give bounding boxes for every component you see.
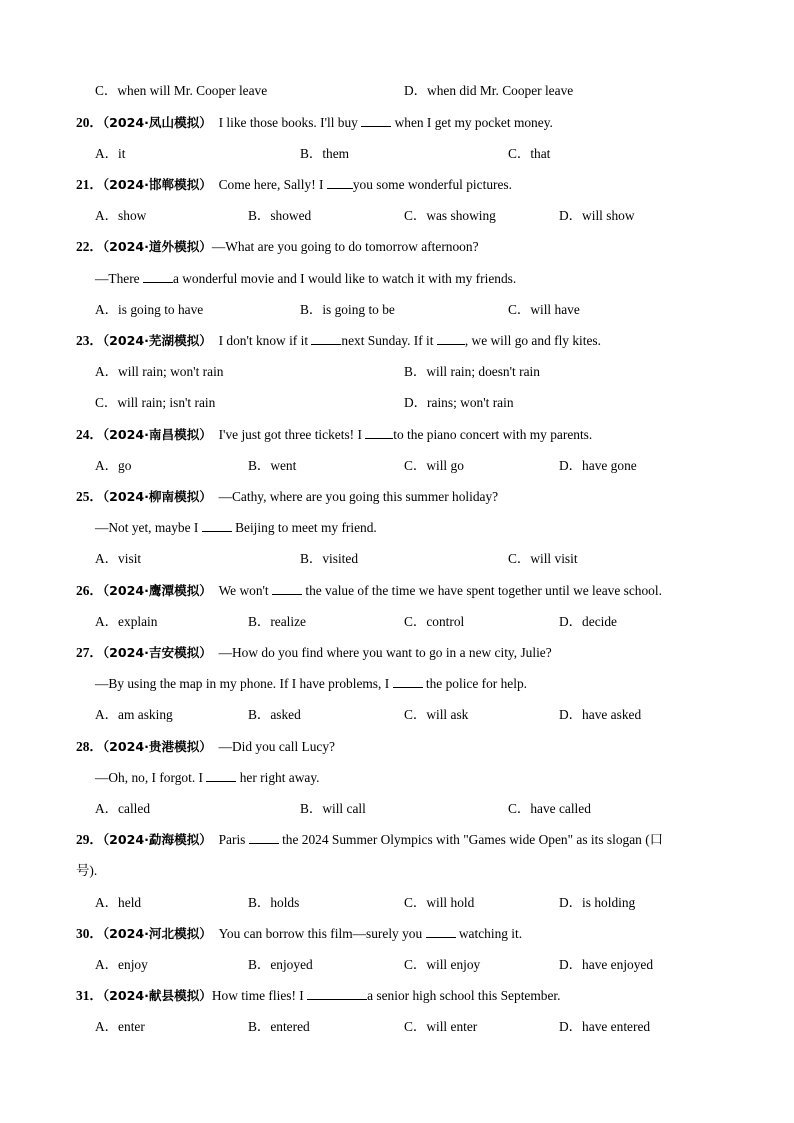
- answer-blank: [307, 987, 367, 1000]
- option-a: A．held: [95, 895, 142, 910]
- question-source: （2024·献县模拟）: [102, 988, 212, 1003]
- option-b: B．entered: [248, 1019, 310, 1034]
- question-source: （2024·吉安模拟）: [102, 645, 212, 660]
- question-number: 27．: [76, 645, 103, 660]
- question-text: watching it.: [455, 926, 523, 941]
- question-text: a wonderful movie and I would like to watch it with my friends.: [172, 271, 517, 286]
- question-24: [76, 426, 592, 444]
- answer-blank: [272, 582, 302, 595]
- question-text: , we will go and fly kites.: [464, 333, 601, 348]
- option-d: D．when did Mr. Cooper leave: [404, 83, 574, 98]
- question-29: [76, 831, 663, 849]
- option-a: A．explain: [95, 614, 158, 629]
- question-source: （2024·柳南模拟）: [102, 489, 212, 504]
- option-c: C．will enter: [404, 1019, 478, 1034]
- answer-blank: [143, 270, 173, 283]
- option-a: A．visit: [95, 551, 142, 566]
- question-source: （2024·邯郸模拟）: [102, 177, 212, 192]
- option-a: A．show: [95, 208, 147, 223]
- question-source: （2024·贵港模拟）: [102, 739, 212, 754]
- answer-blank: [202, 519, 232, 532]
- question-text: when I get my pocket money.: [391, 115, 553, 130]
- option-b: B．realize: [248, 614, 306, 629]
- option-d: D．rains; won't rain: [404, 395, 514, 410]
- question-23: [76, 332, 601, 350]
- question-text: —What are you going to do tomorrow afternoon?: [211, 239, 479, 254]
- option-d: D．have gone: [559, 458, 637, 473]
- question-text: I don't know if it: [218, 333, 312, 348]
- question-source: （2024·芜湖模拟）: [102, 333, 212, 348]
- option-a: A．am asking: [95, 707, 173, 722]
- option-d: D．have asked: [559, 707, 642, 722]
- option-c: C．have called: [508, 801, 591, 816]
- option-b: B．visited: [300, 551, 359, 566]
- answer-blank: [327, 176, 353, 189]
- question-number: 23．: [76, 333, 103, 348]
- option-c: C．control: [404, 614, 465, 629]
- question-source: （2024·河北模拟）: [102, 926, 212, 941]
- question-25: [76, 488, 498, 506]
- option-d: D．decide: [559, 614, 618, 629]
- option-c: C．when will Mr. Cooper leave: [95, 83, 268, 98]
- question-text: next Sunday. If it: [341, 333, 437, 348]
- option-b: B．enjoyed: [248, 957, 313, 972]
- question-text: I've just got three tickets! I: [218, 427, 366, 442]
- question-text: You can borrow this film—surely you: [218, 926, 426, 941]
- option-a: A．enjoy: [95, 957, 148, 972]
- question-text: —How do you find where you want to go in a new city, Julie?: [218, 645, 552, 660]
- option-d: D．is holding: [559, 895, 636, 910]
- question-text: the 2024 Summer Olympics with "Games wide Open" as its slogan (口: [278, 832, 664, 847]
- question-21: [76, 176, 512, 194]
- question-text: I like those books. I'll buy: [218, 115, 362, 130]
- option-c: C．will rain; isn't rain: [95, 395, 216, 410]
- question-30: [76, 925, 522, 943]
- option-b: B．will rain; doesn't rain: [404, 364, 540, 379]
- question-text: We won't: [218, 583, 272, 598]
- question-number: 21．: [76, 177, 103, 192]
- question-number: 24．: [76, 427, 103, 442]
- option-d: D．will show: [559, 208, 635, 223]
- option-c: C．will have: [508, 302, 580, 317]
- question-text: Beijing to meet my friend.: [231, 520, 377, 535]
- option-b: B．went: [248, 458, 297, 473]
- option-b: B．asked: [248, 707, 301, 722]
- option-b: B．will call: [300, 801, 366, 816]
- option-a: A．will rain; won't rain: [95, 364, 224, 379]
- option-b: B．holds: [248, 895, 300, 910]
- answer-blank: [426, 925, 456, 938]
- question-source: （2024·勐海模拟）: [102, 832, 212, 847]
- option-b: B．them: [300, 146, 350, 161]
- question-27: [76, 644, 552, 662]
- question-text: —Oh, no, I forgot. I: [95, 770, 207, 785]
- question-22: [76, 238, 479, 256]
- option-b: B．showed: [248, 208, 312, 223]
- answer-blank: [249, 831, 279, 844]
- question-20: [76, 114, 553, 132]
- option-a: A．it: [95, 146, 126, 161]
- question-number: 22．: [76, 239, 103, 254]
- question-text: —Cathy, where are you going this summer holiday?: [218, 489, 499, 504]
- option-c: C．that: [508, 146, 551, 161]
- answer-blank: [361, 114, 391, 127]
- question-text: the police for help.: [422, 676, 528, 691]
- question-text: you some wonderful pictures.: [352, 177, 512, 192]
- answer-blank: [393, 675, 423, 688]
- question-27-line2: [95, 675, 527, 693]
- option-d: D．have entered: [559, 1019, 651, 1034]
- question-28-line2: [95, 769, 320, 787]
- answer-blank: [311, 332, 341, 345]
- question-text: How time flies! I: [211, 988, 308, 1003]
- option-c: C．was showing: [404, 208, 496, 223]
- question-source: （2024·凤山模拟）: [102, 115, 212, 130]
- question-number: 29．: [76, 832, 103, 847]
- question-number: 31．: [76, 988, 103, 1003]
- option-d: D．have enjoyed: [559, 957, 654, 972]
- question-25-line2: [95, 519, 377, 537]
- question-text: her right away.: [236, 770, 320, 785]
- question-29-line2: [76, 862, 97, 880]
- question-text: —By using the map in my phone. If I have problems, I: [95, 676, 393, 691]
- option-a: A．enter: [95, 1019, 145, 1034]
- answer-blank: [437, 332, 465, 345]
- question-source: （2024·南昌模拟）: [102, 427, 212, 442]
- option-b: B．is going to be: [300, 302, 395, 317]
- question-source: （2024·道外模拟）: [102, 239, 212, 254]
- question-number: 25．: [76, 489, 103, 504]
- option-c: C．will go: [404, 458, 464, 473]
- question-number: 20．: [76, 115, 103, 130]
- option-a: A．is going to have: [95, 302, 204, 317]
- question-text: the value of the time we have spent together until we leave school.: [302, 583, 662, 598]
- answer-blank: [365, 426, 393, 439]
- question-number: 30．: [76, 926, 103, 941]
- question-text: —Did you call Lucy?: [218, 739, 335, 754]
- question-31: [76, 987, 561, 1005]
- question-text: —Not yet, maybe I: [95, 520, 202, 535]
- question-number: 28．: [76, 739, 103, 754]
- question-text: Paris: [218, 832, 249, 847]
- question-26: [76, 582, 662, 600]
- answer-blank: [206, 769, 236, 782]
- question-28: [76, 738, 335, 756]
- question-22-line2: [95, 270, 516, 288]
- question-text: a senior high school this September.: [367, 988, 561, 1003]
- question-text: —There: [95, 271, 143, 286]
- question-number: 26．: [76, 583, 103, 598]
- option-c: C．will hold: [404, 895, 475, 910]
- question-source: （2024·鹰潭模拟）: [102, 583, 212, 598]
- question-text: to the piano concert with my parents.: [393, 427, 593, 442]
- question-text: 号).: [76, 863, 98, 878]
- option-a: A．called: [95, 801, 151, 816]
- option-c: C．will ask: [404, 707, 469, 722]
- option-a: A．go: [95, 458, 132, 473]
- option-c: C．will enjoy: [404, 957, 481, 972]
- option-c: C．will visit: [508, 551, 578, 566]
- question-text: Come here, Sally! I: [218, 177, 327, 192]
